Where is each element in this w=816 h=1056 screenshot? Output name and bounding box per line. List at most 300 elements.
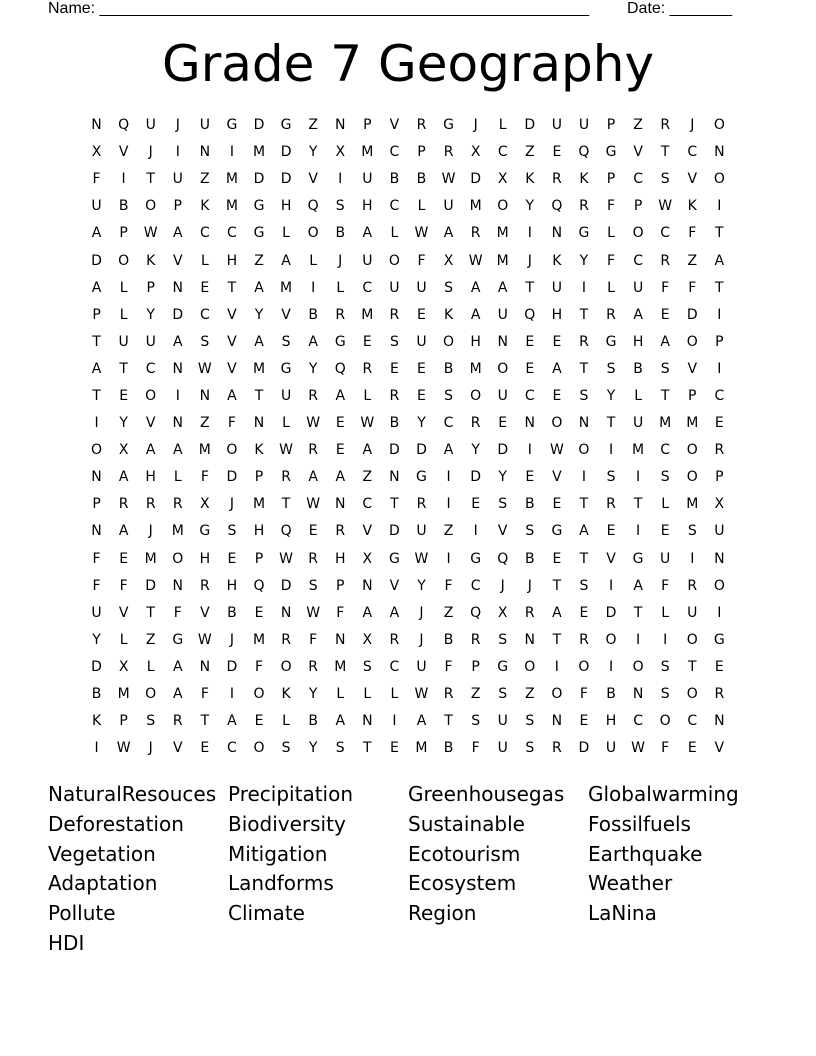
grid-letter[interactable]: O	[686, 469, 698, 486]
grid-letter[interactable]: L	[119, 631, 128, 648]
grid-letter[interactable]: N	[551, 713, 563, 730]
grid-letter[interactable]: O	[605, 631, 617, 648]
grid-letter[interactable]: V	[606, 550, 616, 567]
grid-letter[interactable]: J	[419, 604, 424, 621]
grid-letter[interactable]: F	[173, 604, 182, 621]
grid-letter[interactable]: T	[633, 496, 643, 513]
grid-letter[interactable]: A	[362, 604, 373, 621]
grid-letter[interactable]: O	[686, 442, 698, 459]
grid-letter[interactable]: X	[497, 604, 508, 621]
grid-letter[interactable]: L	[200, 252, 209, 269]
grid-letter[interactable]: C	[362, 279, 373, 296]
grid-letter[interactable]: F	[227, 415, 236, 432]
grid-letter[interactable]: R	[579, 631, 589, 648]
grid-letter[interactable]: N	[91, 523, 102, 540]
grid-letter[interactable]: C	[389, 198, 400, 215]
grid-letter[interactable]: Q	[470, 604, 482, 621]
grid-letter[interactable]: R	[308, 442, 319, 459]
grid-letter[interactable]: A	[416, 713, 427, 730]
grid-letter[interactable]: V	[633, 144, 643, 161]
grid-letter[interactable]: N	[280, 604, 292, 621]
grid-letter[interactable]: X	[443, 252, 454, 269]
grid-letter[interactable]: K	[91, 713, 102, 730]
grid-letter[interactable]: G	[388, 550, 400, 567]
grid-letter[interactable]: G	[713, 631, 725, 648]
grid-letter[interactable]: E	[498, 415, 508, 432]
grid-letter[interactable]: H	[362, 198, 373, 215]
grid-letter[interactable]: O	[497, 198, 509, 215]
grid-letter[interactable]: E	[200, 740, 210, 757]
grid-letter[interactable]: Y	[498, 469, 507, 486]
date-field[interactable]: Date: _______	[627, 0, 732, 17]
grid-letter[interactable]: D	[91, 658, 102, 675]
grid-letter[interactable]: L	[309, 252, 318, 269]
grid-letter[interactable]: N	[524, 415, 536, 432]
grid-letter[interactable]: P	[633, 198, 643, 215]
grid-letter[interactable]: M	[415, 740, 428, 757]
grid-letter[interactable]: W	[197, 360, 212, 377]
grid-letter[interactable]: D	[145, 577, 157, 594]
grid-letter[interactable]: I	[94, 415, 99, 432]
grid-letter[interactable]: U	[687, 604, 698, 621]
grid-letter[interactable]: O	[145, 686, 157, 703]
grid-letter[interactable]: A	[552, 604, 562, 621]
grid-letter[interactable]: I	[446, 496, 451, 513]
grid-letter[interactable]: N	[172, 360, 184, 377]
grid-letter[interactable]: C	[497, 144, 508, 161]
grid-letter[interactable]: U	[551, 279, 562, 296]
grid-letter[interactable]: A	[633, 306, 643, 323]
grid-letter[interactable]: U	[578, 117, 590, 134]
grid-letter[interactable]: G	[172, 631, 184, 648]
grid-letter[interactable]: M	[686, 496, 699, 513]
grid-letter[interactable]: L	[498, 117, 507, 134]
grid-letter[interactable]: W	[631, 740, 646, 757]
grid-letter[interactable]: I	[581, 469, 587, 486]
grid-letter[interactable]: E	[525, 333, 535, 350]
grid-letter[interactable]: N	[362, 713, 373, 730]
grid-letter[interactable]: I	[608, 577, 614, 594]
grid-letter[interactable]: O	[253, 686, 265, 703]
grid-letter[interactable]: E	[335, 415, 345, 432]
grid-letter[interactable]: S	[498, 631, 508, 648]
grid-letter[interactable]: E	[552, 333, 562, 350]
grid-letter[interactable]: A	[172, 658, 183, 675]
grid-letter[interactable]: S	[579, 577, 589, 594]
grid-letter[interactable]: D	[578, 740, 590, 757]
grid-letter[interactable]: G	[632, 550, 644, 567]
grid-letter[interactable]: E	[308, 523, 318, 540]
grid-letter[interactable]: I	[392, 713, 397, 730]
grid-letter[interactable]: E	[417, 306, 426, 323]
grid-letter[interactable]: S	[525, 713, 535, 730]
grid-letter[interactable]: G	[280, 117, 292, 134]
grid-letter[interactable]: A	[714, 252, 725, 269]
grid-letter[interactable]: O	[226, 442, 238, 459]
grid-letter[interactable]: F	[200, 469, 209, 486]
grid-letter[interactable]: B	[443, 360, 454, 377]
grid-letter[interactable]: F	[606, 252, 616, 269]
grid-letter[interactable]: A	[552, 360, 562, 377]
grid-letter[interactable]: A	[145, 442, 156, 459]
grid-letter[interactable]: L	[336, 686, 345, 703]
grid-letter[interactable]: F	[688, 225, 697, 242]
grid-letter[interactable]: V	[172, 252, 183, 269]
grid-letter[interactable]: Z	[362, 469, 373, 486]
grid-letter[interactable]: R	[362, 360, 373, 377]
grid-letter[interactable]: E	[525, 469, 535, 486]
grid-letter[interactable]: F	[92, 171, 101, 188]
grid-letter[interactable]: G	[470, 550, 482, 567]
grid-letter[interactable]: A	[660, 333, 670, 350]
grid-letter[interactable]: F	[254, 658, 264, 675]
grid-letter[interactable]: U	[199, 117, 210, 134]
grid-letter[interactable]: R	[606, 306, 616, 323]
grid-letter[interactable]: S	[362, 658, 372, 675]
grid-letter[interactable]: M	[144, 550, 157, 567]
grid-letter[interactable]: K	[254, 442, 264, 459]
grid-letter[interactable]: E	[714, 415, 724, 432]
grid-letter[interactable]: V	[389, 577, 400, 594]
grid-letter[interactable]: I	[94, 740, 99, 757]
grid-letter[interactable]: L	[417, 198, 426, 215]
grid-letter[interactable]: S	[444, 387, 453, 404]
grid-letter[interactable]: F	[661, 279, 670, 296]
grid-letter[interactable]: E	[389, 360, 399, 377]
grid-letter[interactable]: I	[608, 658, 614, 675]
grid-letter[interactable]: D	[524, 117, 536, 134]
grid-letter[interactable]: U	[416, 333, 427, 350]
grid-letter[interactable]: A	[579, 523, 589, 540]
grid-letter[interactable]: W	[279, 442, 293, 459]
grid-letter[interactable]: T	[92, 333, 101, 350]
grid-letter[interactable]: O	[172, 550, 184, 567]
grid-letter[interactable]: D	[389, 442, 400, 459]
grid-letter[interactable]: Q	[253, 577, 265, 594]
grid-letter[interactable]: C	[660, 225, 671, 242]
grid-letter[interactable]: L	[634, 387, 642, 404]
grid-letter[interactable]: V	[308, 171, 318, 188]
grid-letter[interactable]: L	[336, 279, 345, 296]
grid-letter[interactable]: A	[308, 333, 318, 350]
grid-letter[interactable]: F	[200, 686, 209, 703]
grid-letter[interactable]: G	[226, 117, 238, 134]
grid-letter[interactable]: Z	[524, 686, 535, 703]
grid-letter[interactable]: N	[199, 387, 211, 404]
grid-letter[interactable]: F	[92, 577, 101, 594]
grid-letter[interactable]: I	[554, 658, 559, 675]
grid-letter[interactable]: U	[91, 198, 102, 215]
grid-letter[interactable]: W	[414, 550, 429, 567]
grid-letter[interactable]: R	[199, 577, 210, 594]
grid-letter[interactable]: M	[496, 225, 509, 242]
grid-letter[interactable]: A	[254, 333, 264, 350]
grid-letter[interactable]: Z	[524, 144, 535, 161]
grid-letter[interactable]: M	[334, 658, 347, 675]
grid-letter[interactable]: S	[471, 713, 481, 730]
grid-letter[interactable]: M	[469, 360, 482, 377]
grid-letter[interactable]: R	[660, 117, 671, 134]
grid-letter[interactable]: X	[362, 550, 373, 567]
grid-letter[interactable]: U	[551, 117, 562, 134]
grid-letter[interactable]: V	[227, 333, 237, 350]
grid-letter[interactable]: T	[227, 279, 237, 296]
grid-letter[interactable]: J	[690, 117, 695, 134]
grid-letter[interactable]: H	[253, 523, 265, 540]
grid-letter[interactable]: L	[661, 496, 670, 513]
grid-letter[interactable]: V	[714, 740, 725, 757]
grid-letter[interactable]: M	[252, 360, 266, 377]
grid-letter[interactable]: V	[362, 523, 373, 540]
grid-letter[interactable]: U	[172, 171, 183, 188]
grid-letter[interactable]: T	[254, 387, 264, 404]
grid-letter[interactable]: F	[661, 740, 670, 757]
grid-letter[interactable]: I	[717, 360, 722, 377]
grid-letter[interactable]: B	[524, 496, 535, 513]
grid-letter[interactable]: V	[227, 306, 237, 323]
grid-letter[interactable]: L	[146, 658, 155, 675]
grid-letter[interactable]: C	[145, 360, 156, 377]
grid-letter[interactable]: K	[443, 306, 454, 323]
grid-letter[interactable]: B	[118, 198, 129, 215]
grid-letter[interactable]: U	[443, 198, 454, 215]
grid-letter[interactable]: R	[443, 144, 454, 161]
grid-letter[interactable]: Q	[497, 550, 509, 567]
grid-letter[interactable]: R	[281, 631, 291, 648]
grid-letter[interactable]: X	[714, 496, 725, 513]
grid-letter[interactable]: A	[118, 469, 129, 486]
grid-letter[interactable]: F	[661, 577, 670, 594]
grid-letter[interactable]: U	[118, 333, 129, 350]
grid-letter[interactable]: J	[229, 496, 234, 513]
grid-letter[interactable]: U	[416, 658, 427, 675]
grid-letter[interactable]: G	[578, 225, 590, 242]
grid-letter[interactable]: Y	[471, 442, 480, 459]
grid-letter[interactable]: P	[715, 333, 724, 350]
grid-letter[interactable]: N	[199, 658, 211, 675]
grid-letter[interactable]: G	[253, 198, 265, 215]
grid-letter[interactable]: R	[172, 496, 183, 513]
grid-letter[interactable]: R	[145, 496, 156, 513]
grid-letter[interactable]: A	[227, 387, 237, 404]
grid-letter[interactable]: N	[253, 415, 265, 432]
grid-letter[interactable]: O	[686, 686, 698, 703]
grid-letter[interactable]: W	[116, 740, 131, 757]
grid-letter[interactable]: A	[443, 442, 454, 459]
grid-letter[interactable]: B	[633, 360, 643, 377]
grid-letter[interactable]: G	[551, 523, 563, 540]
grid-letter[interactable]: R	[389, 306, 400, 323]
grid-letter[interactable]: C	[389, 144, 400, 161]
grid-letter[interactable]: H	[280, 198, 292, 215]
grid-letter[interactable]: S	[606, 360, 616, 377]
grid-letter[interactable]: M	[198, 442, 211, 459]
grid-letter[interactable]: B	[606, 686, 616, 703]
grid-letter[interactable]: R	[470, 631, 481, 648]
grid-letter[interactable]: A	[91, 360, 102, 377]
grid-letter[interactable]: Z	[687, 252, 698, 269]
grid-letter[interactable]: L	[390, 686, 399, 703]
grid-letter[interactable]: T	[525, 279, 535, 296]
grid-letter[interactable]: A	[335, 387, 346, 404]
grid-letter[interactable]: V	[118, 604, 129, 621]
grid-letter[interactable]: R	[172, 713, 183, 730]
grid-letter[interactable]: W	[360, 415, 375, 432]
grid-letter[interactable]: Z	[470, 686, 481, 703]
grid-letter[interactable]: E	[714, 658, 724, 675]
grid-letter[interactable]: Z	[443, 523, 454, 540]
grid-letter[interactable]: D	[470, 171, 482, 188]
grid-letter[interactable]: L	[390, 225, 399, 242]
grid-letter[interactable]: R	[714, 686, 725, 703]
grid-letter[interactable]: L	[363, 387, 372, 404]
grid-letter[interactable]: P	[119, 713, 128, 730]
grid-letter[interactable]: O	[253, 740, 265, 757]
grid-letter[interactable]: P	[606, 171, 616, 188]
grid-letter[interactable]: M	[117, 686, 130, 703]
grid-letter[interactable]: S	[525, 523, 535, 540]
grid-letter[interactable]: N	[335, 117, 346, 134]
grid-letter[interactable]: E	[660, 523, 670, 540]
grid-letter[interactable]: I	[690, 550, 695, 567]
grid-letter[interactable]: K	[525, 171, 535, 188]
grid-letter[interactable]: Z	[633, 117, 643, 134]
grid-letter[interactable]: Q	[334, 360, 346, 377]
grid-letter[interactable]: B	[524, 550, 535, 567]
grid-letter[interactable]: M	[252, 496, 266, 513]
grid-letter[interactable]: B	[416, 171, 427, 188]
grid-letter[interactable]: R	[335, 306, 346, 323]
grid-letter[interactable]: D	[686, 306, 698, 323]
grid-letter[interactable]: V	[145, 415, 156, 432]
grid-letter[interactable]: S	[444, 279, 453, 296]
grid-letter[interactable]: N	[199, 144, 211, 161]
grid-letter[interactable]: F	[92, 550, 101, 567]
grid-letter[interactable]: V	[200, 604, 210, 621]
grid-letter[interactable]: Z	[308, 117, 318, 134]
grid-letter[interactable]: I	[717, 198, 722, 215]
grid-letter[interactable]: R	[470, 415, 481, 432]
grid-letter[interactable]: T	[579, 550, 589, 567]
grid-letter[interactable]: S	[335, 740, 345, 757]
grid-letter[interactable]: C	[362, 496, 373, 513]
grid-letter[interactable]: U	[714, 523, 725, 540]
grid-letter[interactable]: M	[496, 252, 509, 269]
grid-letter[interactable]: D	[470, 469, 482, 486]
grid-letter[interactable]: A	[470, 279, 481, 296]
grid-letter[interactable]: Y	[146, 306, 155, 323]
grid-letter[interactable]: T	[363, 740, 372, 757]
grid-letter[interactable]: N	[172, 279, 184, 296]
grid-letter[interactable]: Z	[200, 415, 210, 432]
grid-letter[interactable]: E	[254, 604, 264, 621]
grid-letter[interactable]: A	[91, 225, 102, 242]
grid-letter[interactable]: Q	[578, 144, 590, 161]
grid-letter[interactable]: T	[715, 279, 724, 296]
grid-letter[interactable]: Z	[200, 171, 210, 188]
grid-letter[interactable]: H	[605, 713, 617, 730]
grid-letter[interactable]: T	[552, 577, 562, 594]
grid-letter[interactable]: N	[578, 415, 590, 432]
grid-letter[interactable]: U	[389, 279, 400, 296]
grid-letter[interactable]: G	[280, 360, 292, 377]
grid-letter[interactable]: A	[172, 686, 183, 703]
grid-letter[interactable]: E	[362, 333, 372, 350]
grid-letter[interactable]: R	[606, 496, 616, 513]
grid-letter[interactable]: U	[497, 306, 508, 323]
grid-letter[interactable]: T	[579, 306, 589, 323]
grid-letter[interactable]: W	[306, 604, 321, 621]
grid-letter[interactable]: W	[414, 225, 429, 242]
grid-letter[interactable]: A	[172, 225, 183, 242]
grid-letter[interactable]: U	[280, 387, 292, 404]
grid-letter[interactable]: O	[497, 360, 509, 377]
grid-letter[interactable]: N	[335, 631, 346, 648]
grid-letter[interactable]: H	[551, 306, 563, 323]
grid-letter[interactable]: L	[607, 279, 615, 296]
grid-letter[interactable]: U	[605, 740, 617, 757]
grid-letter[interactable]: A	[91, 279, 102, 296]
grid-letter[interactable]: F	[444, 658, 453, 675]
grid-letter[interactable]: O	[713, 171, 725, 188]
grid-letter[interactable]: M	[252, 144, 266, 161]
grid-letter[interactable]: R	[308, 387, 319, 404]
grid-letter[interactable]: L	[119, 306, 128, 323]
grid-letter[interactable]: Y	[308, 360, 318, 377]
grid-letter[interactable]: O	[388, 252, 400, 269]
grid-letter[interactable]: P	[336, 577, 345, 594]
grid-letter[interactable]: M	[252, 631, 266, 648]
grid-letter[interactable]: R	[281, 469, 291, 486]
grid-letter[interactable]: P	[119, 225, 128, 242]
grid-letter[interactable]: F	[336, 604, 345, 621]
grid-letter[interactable]: C	[714, 387, 725, 404]
grid-letter[interactable]: I	[229, 144, 234, 161]
grid-letter[interactable]: A	[308, 469, 318, 486]
grid-letter[interactable]: R	[524, 604, 535, 621]
grid-letter[interactable]: E	[119, 550, 129, 567]
grid-letter[interactable]: X	[362, 631, 373, 648]
grid-letter[interactable]: P	[715, 469, 724, 486]
grid-letter[interactable]: M	[225, 171, 238, 188]
grid-letter[interactable]: V	[172, 740, 183, 757]
grid-letter[interactable]: I	[175, 387, 180, 404]
grid-letter[interactable]: J	[473, 117, 478, 134]
grid-letter[interactable]: O	[578, 442, 590, 459]
grid-letter[interactable]: B	[389, 415, 400, 432]
grid-letter[interactable]: U	[632, 415, 644, 432]
grid-letter[interactable]: K	[687, 198, 697, 215]
grid-letter[interactable]: L	[363, 686, 372, 703]
grid-letter[interactable]: U	[362, 252, 373, 269]
grid-letter[interactable]: O	[578, 658, 590, 675]
grid-letter[interactable]: I	[446, 550, 451, 567]
grid-letter[interactable]: E	[552, 496, 562, 513]
grid-letter[interactable]: A	[362, 442, 373, 459]
grid-letter[interactable]: U	[416, 523, 427, 540]
grid-letter[interactable]: E	[227, 550, 237, 567]
grid-letter[interactable]: I	[473, 523, 478, 540]
grid-letter[interactable]: R	[552, 740, 562, 757]
grid-letter[interactable]: P	[606, 117, 616, 134]
grid-letter[interactable]: X	[91, 144, 102, 161]
grid-letter[interactable]: W	[658, 198, 673, 215]
grid-letter[interactable]: U	[362, 171, 373, 188]
grid-letter[interactable]: T	[444, 713, 453, 730]
grid-letter[interactable]: I	[636, 523, 641, 540]
grid-letter[interactable]: I	[581, 279, 587, 296]
grid-letter[interactable]: N	[335, 496, 346, 513]
